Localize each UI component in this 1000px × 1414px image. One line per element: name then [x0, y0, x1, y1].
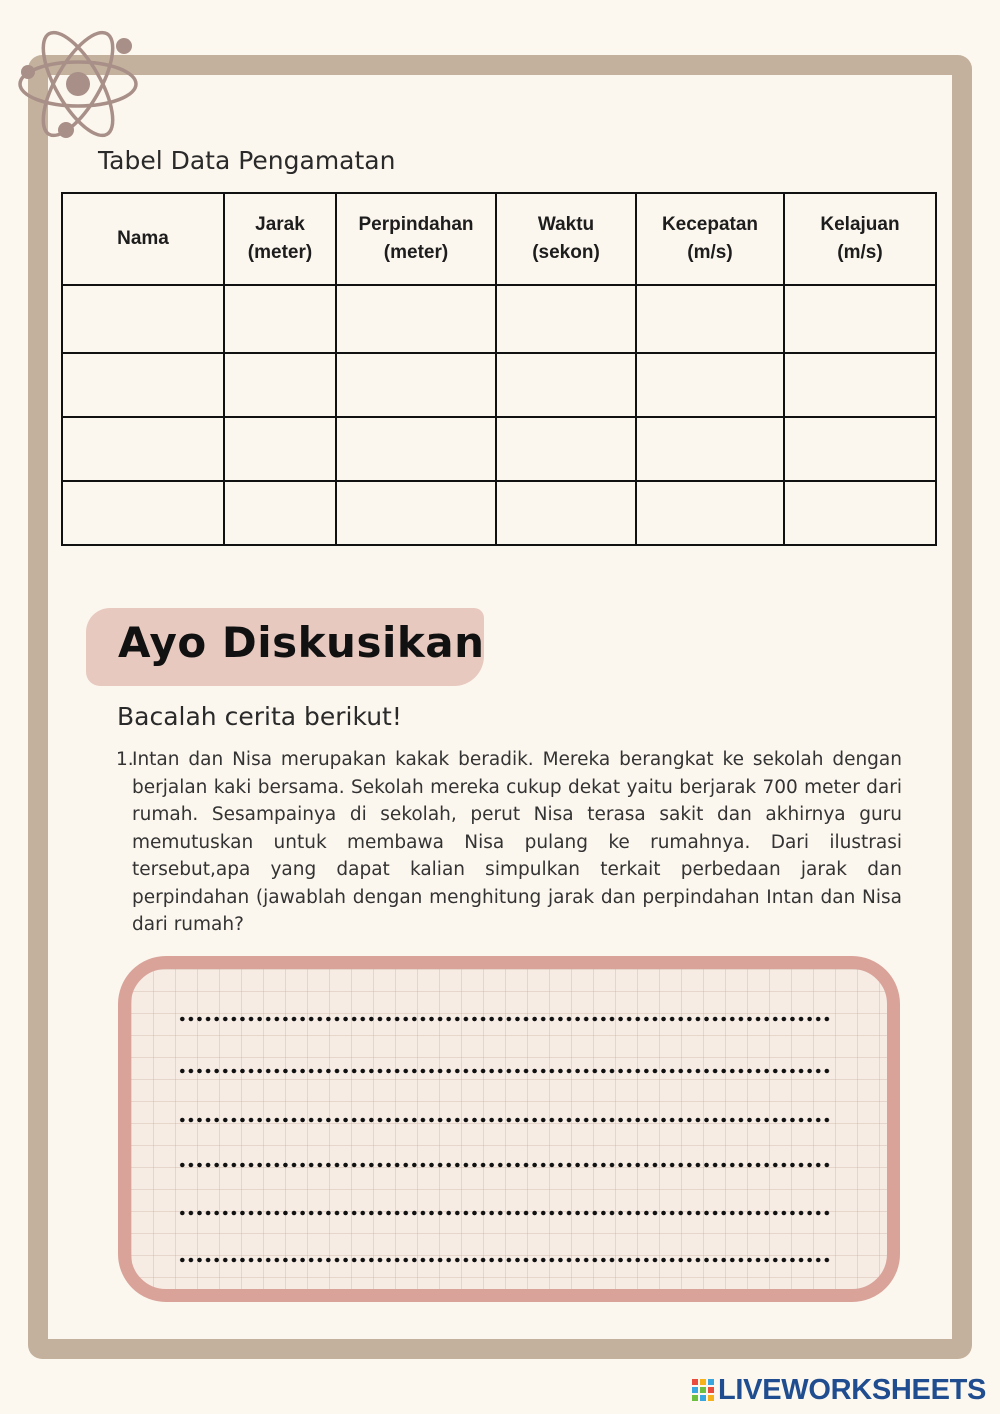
- table-cell-input[interactable]: [636, 353, 784, 417]
- table-title: Tabel Data Pengamatan: [98, 146, 396, 175]
- table-row: [62, 417, 936, 481]
- answer-line[interactable]: [178, 1068, 830, 1074]
- question-text: Intan dan Nisa merupakan kakak beradik. Mereka berangkat ke sekolah dengan berjalan kaki bersama. Sekolah mereka cukup dekat yaitu berjarak 700 meter dari rumah. Sesampainya di sekolah, perut Nisa terasa sakit dan akhirnya guru memutuskan untuk membawa Nisa pulang ke rumahnya. Dari ilustrasi tersebut,apa yang dapat kalian simpulkan terkait perbedaan jarak dan perpindahan (jawablah dengan menghitung jarak dan perpindahan Intan dan Nisa dari rumah?: [132, 749, 902, 935]
- header-nama: Nama: [62, 193, 224, 285]
- answer-box[interactable]: [118, 956, 900, 1302]
- header-kecepatan: Kecepatan (m/s): [636, 193, 784, 285]
- header-perpindahan: Perpindahan (meter): [336, 193, 496, 285]
- table-cell-input[interactable]: [496, 353, 636, 417]
- table-cell-input[interactable]: [62, 481, 224, 545]
- section-title: Ayo Diskusikan: [118, 618, 485, 667]
- table-cell-input[interactable]: [784, 285, 936, 353]
- table-cell-input[interactable]: [636, 285, 784, 353]
- answer-line[interactable]: [178, 1016, 830, 1022]
- answer-line[interactable]: [178, 1210, 830, 1216]
- table-cell-input[interactable]: [784, 417, 936, 481]
- atom-icon: [12, 18, 144, 150]
- header-kelajuan: Kelajuan (m/s): [784, 193, 936, 285]
- table-cell-input[interactable]: [62, 285, 224, 353]
- table-cell-input[interactable]: [224, 417, 336, 481]
- table-cell-input[interactable]: [224, 353, 336, 417]
- instruction-text: Bacalah cerita berikut!: [117, 702, 402, 731]
- answer-line[interactable]: [178, 1257, 830, 1263]
- answer-line[interactable]: [178, 1162, 830, 1168]
- table-cell-input[interactable]: [62, 353, 224, 417]
- table-cell-input[interactable]: [784, 481, 936, 545]
- table-cell-input[interactable]: [636, 481, 784, 545]
- table-cell-input[interactable]: [784, 353, 936, 417]
- table-cell-input[interactable]: [336, 481, 496, 545]
- table-cell-input[interactable]: [636, 417, 784, 481]
- header-waktu: Waktu (sekon): [496, 193, 636, 285]
- table-header-row: [62, 193, 936, 285]
- table-cell-input[interactable]: [496, 481, 636, 545]
- question-item: [116, 746, 902, 939]
- table-row: [62, 285, 936, 353]
- table-cell-input[interactable]: [336, 285, 496, 353]
- table-cell-input[interactable]: [336, 417, 496, 481]
- table-row: [62, 353, 936, 417]
- table-cell-input[interactable]: [496, 417, 636, 481]
- question-number: 1.: [116, 749, 134, 770]
- brand-footer: [692, 1374, 986, 1406]
- table-cell-input[interactable]: [496, 285, 636, 353]
- answer-line[interactable]: [178, 1117, 830, 1123]
- observation-table: [61, 192, 937, 546]
- table-cell-input[interactable]: [62, 417, 224, 481]
- liveworksheets-logo-icon: [692, 1379, 714, 1401]
- table-cell-input[interactable]: [336, 353, 496, 417]
- header-jarak: Jarak (meter): [224, 193, 336, 285]
- table-cell-input[interactable]: [224, 285, 336, 353]
- table-row: [62, 481, 936, 545]
- table-cell-input[interactable]: [224, 481, 336, 545]
- brand-name: LIVEWORKSHEETS: [718, 1373, 987, 1406]
